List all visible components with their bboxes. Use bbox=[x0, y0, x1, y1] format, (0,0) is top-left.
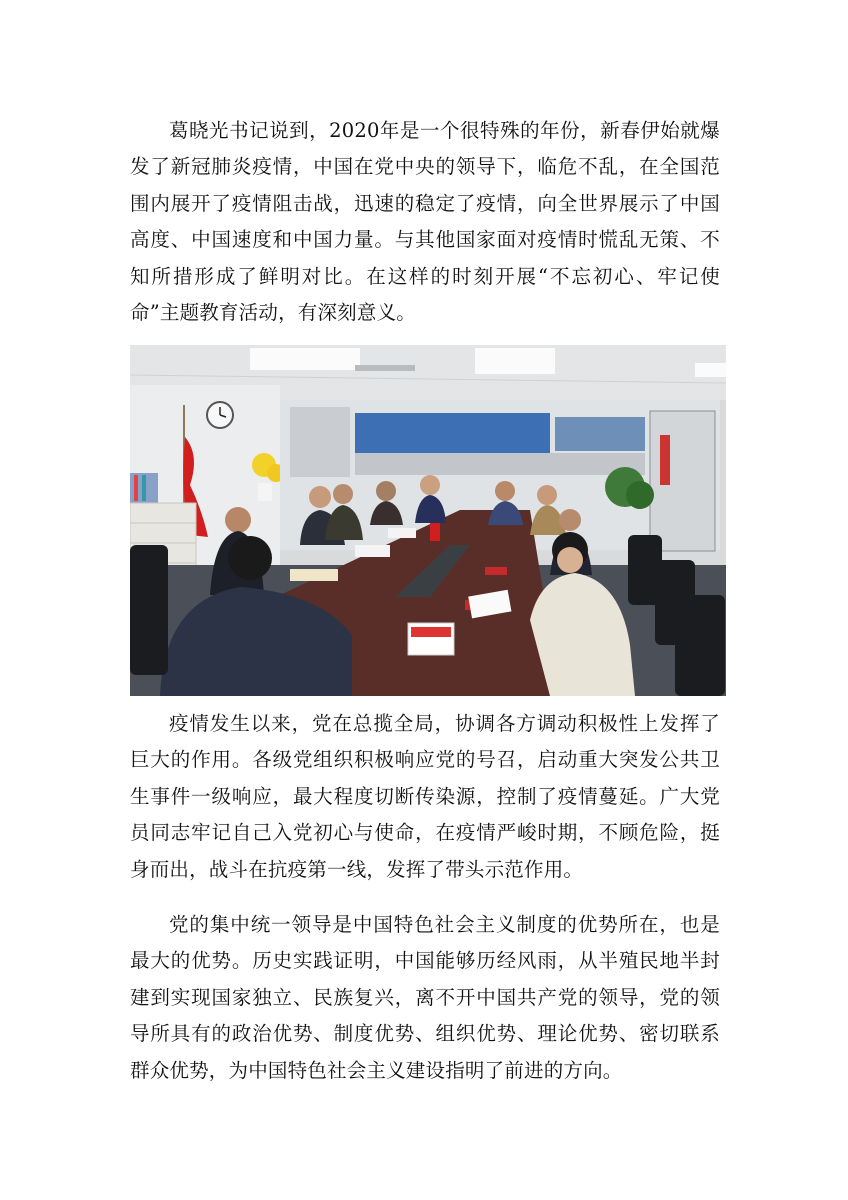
paragraph-1: 葛晓光书记说到，2020年是一个很特殊的年份，新春伊始就爆发了新冠肺炎疫情，中国在党中央的领导下，临危不乱，在全国范围内展开了疫情阻击战，迅速的稳定了疫情，向全世界展示了中国高度、中国速度和中国力量。与其他国家面对疫情时慌乱无策、不知所措形成了鲜明对比。在这样的时刻开展“不忘初心、牢记使命”主题教育活动，有深刻意义。 bbox=[130, 119, 720, 325]
paragraph-3: 党的集中统一领导是中国特色社会主义制度的优势所在，也是最大的优势。历史实践证明，中国能够历经风雨，从半殖民地半封建到实现国家独立、民族复兴，离不开中国共产党的领导，党的领导所具有的政治优势、制度优势、组织优势、理论优势、密切联系群众优势，为中国特色社会主义建设指明了前进的方向。 bbox=[130, 913, 720, 1082]
paragraph-2: 疫情发生以来，党在总揽全局，协调各方调动积极性上发挥了巨大的作用。各级党组织积极响应党的号召，启动重大突发公共卫生事件一级响应，最大程度切断传染源，控制了疫情蔓延。广大党员同志牢记自己入党初心与使命，在疫情严峻时期，不顾危险，挺身而出，战斗在抗疫第一线，发挥了带头示范作用。 bbox=[130, 712, 720, 881]
meeting-photo bbox=[130, 345, 726, 696]
